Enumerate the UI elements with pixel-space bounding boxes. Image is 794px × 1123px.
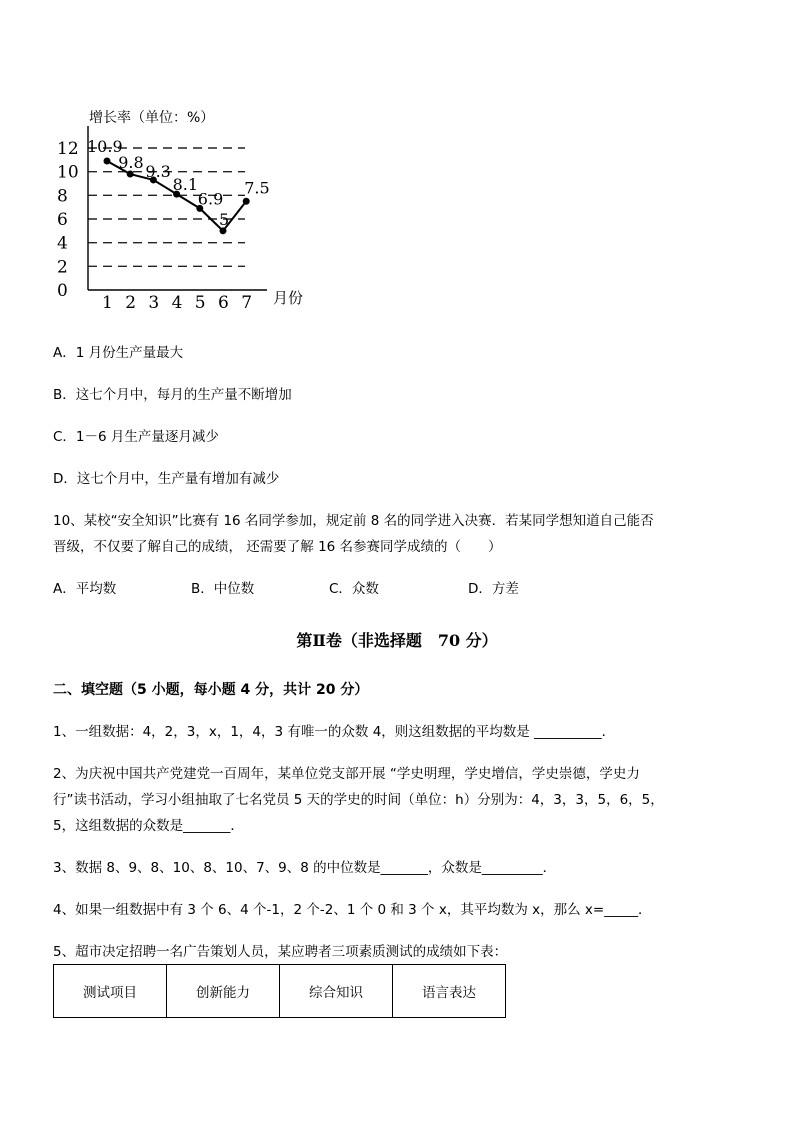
chart-y-tick-label: 12: [57, 139, 79, 159]
fill-question-5: 5、超市决定招聘一名广告策划人员，某应聘者三项素质测试的成绩如下表：: [53, 944, 508, 960]
section2-title: 二、填空题（5 小题，每小题 4 分，共计 20 分）: [53, 682, 369, 698]
fill-question-2-line2: 行”读书活动，学习小组抽取了七名党员 5 天的学史的时间（单位：h）分别为：4，3，3，5，6，5，: [53, 792, 664, 808]
chart-x-tick-label: 1: [102, 293, 113, 313]
chart-y-tick-label: 8: [57, 186, 68, 207]
q10-stem-line2: 晋级，不仅要了解自己的成绩， 还需要了解 16 名参赛同学成绩的（ ）: [53, 539, 502, 555]
score-table: [53, 964, 506, 1018]
chart-data-label: 6.9: [197, 189, 224, 209]
growth-rate-line-chart: [55, 100, 335, 320]
q9-option-d: D．这七个月中，生产量有增加有减少: [53, 471, 280, 487]
table-header-cell: 语言表达: [393, 965, 506, 1018]
chart-x-tick-label: 5: [194, 293, 206, 313]
q10-option-a: A．平均数: [53, 581, 117, 597]
q10-option-d: D．方差: [468, 581, 519, 597]
chart-xlabel: 月份: [273, 289, 304, 307]
fill-question-3: 3、数据 8、9、8、10、8、10、7、9、8 的中位数是_______，众数是_________．: [53, 860, 557, 876]
q9-option-b: B．这七个月中，每月的生产量不断增加: [53, 387, 292, 403]
chart-data-label: 7.5: [244, 178, 270, 198]
fill-question-2-line3: 5，这组数据的众数是_______．: [53, 818, 244, 834]
chart-x-tick-label: 6: [218, 293, 229, 313]
fill-question-4: 4、如果一组数据中有 3 个 6、4 个-1，2 个-2、1 个 0 和 3 个 x，其平均数为 x，那么 x=_____．: [53, 902, 652, 918]
chart-x-tick-label: 3: [148, 293, 160, 313]
chart-data-label: 9.3: [145, 161, 171, 181]
table-header-cell: 测试项目: [54, 965, 167, 1018]
q10-option-b: B．中位数: [191, 581, 255, 597]
q10-option-c: C．众数: [329, 581, 379, 597]
chart-ylabel: 增长率（单位：%）: [89, 110, 215, 126]
chart-y-tick-label: 4: [57, 233, 68, 254]
chart-data-point: [104, 158, 111, 165]
chart-y-tick-label: 6: [57, 210, 68, 230]
fill-question-2-line1: 2、为庆祝中国共产党建党一百周年，某单位党支部开展 “学史明理，学史增信，学史崇德，学史力: [53, 766, 640, 782]
chart-data-labels: [87, 137, 270, 229]
q9-option-c: C．1－6 月生产量逐月减少: [53, 429, 219, 445]
fill-question-1: 1、一组数据：4，2，3，x，1，4，3 有唯一的众数 4，则这组数据的平均数是 __________．: [53, 724, 616, 740]
chart-data-label: 9.8: [118, 153, 144, 173]
chart-y-tick-label: 2: [57, 257, 68, 278]
chart-y-tick-label: 10: [57, 162, 79, 183]
chart-data-label: 10.9: [87, 137, 123, 157]
chart-y-tick-label: 0: [57, 281, 68, 301]
table-row: [54, 965, 506, 1018]
chart-data-point: [243, 198, 250, 205]
chart-data-label: 8.1: [172, 175, 199, 195]
chart-data-label: 5: [219, 209, 230, 229]
q9-option-a: A．1 月份生产量最大: [53, 345, 184, 361]
chart-x-tick-label: 4: [171, 293, 183, 313]
table-header-cell: 综合知识: [280, 965, 393, 1018]
chart-x-tick-label: 7: [241, 293, 253, 313]
chart-x-tick-label: 2: [125, 293, 137, 313]
part2-title: 第Ⅱ卷（非选择题 70 分）: [296, 631, 498, 650]
q10-stem-line1: 10、某校“安全知识”比赛有 16 名同学参加，规定前 8 名的同学进入决赛．若某同学想知道自己能否: [53, 513, 654, 529]
table-header-cell: 创新能力: [167, 965, 280, 1018]
